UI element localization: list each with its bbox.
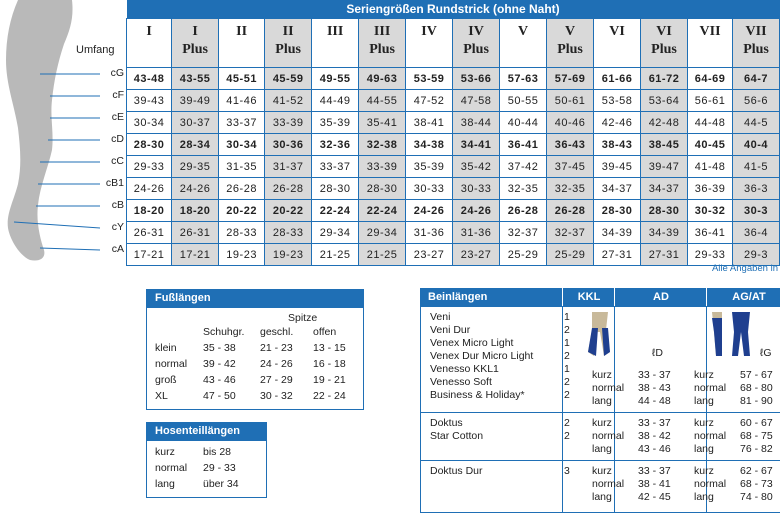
size-plus: Plus [463, 42, 489, 57]
size-cell: 28-33 [219, 222, 265, 244]
size-header [406, 19, 453, 68]
size-header [312, 19, 359, 68]
size-cell: 27-31 [594, 244, 641, 266]
size-cell: 30-3 [733, 200, 780, 222]
size-cell: 53-64 [641, 90, 688, 112]
col-geschl: geschl. [260, 326, 294, 338]
size-cell: 47-52 [406, 90, 453, 112]
row-label: cB [111, 199, 124, 211]
product-name: Doktus Dur [430, 465, 483, 477]
row-label: cC [111, 155, 124, 167]
size-header [547, 19, 594, 68]
size-header [359, 19, 406, 68]
ad-length-label: normal [592, 382, 625, 394]
size-cell: 56-6 [733, 90, 780, 112]
size-roman: I [192, 24, 198, 39]
size-roman: IV [421, 24, 437, 39]
size-header [688, 19, 733, 68]
hose-size: lang [155, 478, 175, 490]
fuss-geschl: 27 - 29 [260, 374, 293, 386]
fuss-offen: 19 - 21 [313, 374, 346, 386]
size-plus: Plus [275, 42, 301, 57]
hose-value: bis 28 [203, 446, 232, 458]
fuss-geschl: 21 - 23 [260, 342, 293, 354]
product-kkl: 2 [564, 350, 570, 362]
ad-length-value: 33 - 37 [638, 417, 671, 429]
size-cell: 39-45 [594, 156, 641, 178]
table-row [127, 134, 780, 156]
product-name: Veni [430, 311, 451, 323]
size-cell: 29-3 [733, 244, 780, 266]
ad-measure-label: ℓD [652, 347, 663, 359]
size-cell: 41-5 [733, 156, 780, 178]
product-name: Venex Micro Light [430, 337, 514, 349]
size-cell: 45-51 [219, 68, 265, 90]
table-row [127, 156, 780, 178]
size-cell: 33-37 [219, 112, 265, 134]
size-cell: 57-63 [500, 68, 547, 90]
row-label: cE [111, 111, 124, 123]
size-cell: 38-44 [453, 112, 500, 134]
beinlaengen-title: Beinlängen [420, 288, 562, 306]
size-cell: 26-31 [172, 222, 219, 244]
size-cell: 26-28 [500, 200, 547, 222]
size-cell: 41-46 [219, 90, 265, 112]
size-cell: 34-37 [594, 178, 641, 200]
size-cell: 34-38 [406, 134, 453, 156]
size-cell: 29-35 [172, 156, 219, 178]
size-header [219, 19, 265, 68]
product-name: Venesso KKL1 [430, 363, 499, 375]
hosenteillaengen-title: Hosenteillängen [147, 423, 266, 441]
agat-length-label: kurz [694, 369, 714, 381]
table-row [127, 178, 780, 200]
agat-length-value: 68 - 73 [740, 478, 773, 490]
product-name: Venex Dur Micro Light [430, 350, 534, 362]
size-cell: 17-21 [127, 244, 172, 266]
ad-header: AD [614, 288, 707, 306]
size-cell: 18-20 [172, 200, 219, 222]
fuss-geschl: 24 - 26 [260, 358, 293, 370]
size-cell: 61-66 [594, 68, 641, 90]
table-row [127, 200, 780, 222]
fuss-size: XL [155, 390, 168, 402]
size-cell: 36-43 [547, 134, 594, 156]
size-cell: 23-27 [453, 244, 500, 266]
col-schuhgr: Schuhgr. [203, 326, 245, 338]
ad-length-value: 43 - 46 [638, 443, 671, 455]
agat-stocking-icon [708, 312, 754, 358]
size-roman: V [564, 24, 576, 39]
size-cell: 38-45 [641, 134, 688, 156]
size-roman: VII [745, 24, 767, 39]
size-header [500, 19, 547, 68]
size-cell: 31-36 [453, 222, 500, 244]
size-cell: 30-34 [127, 112, 172, 134]
size-cell: 32-38 [359, 134, 406, 156]
agat-length-value: 68 - 75 [740, 430, 773, 442]
size-header [265, 19, 312, 68]
product-kkl: 2 [564, 417, 570, 429]
fusslaengen-title: Fußlängen [147, 290, 363, 308]
hose-value: über 34 [203, 478, 239, 490]
size-cell: 29-33 [688, 244, 733, 266]
row-label: cY [111, 221, 124, 233]
size-cell: 53-58 [594, 90, 641, 112]
size-cell: 49-55 [312, 68, 359, 90]
size-cell: 24-26 [172, 178, 219, 200]
product-kkl: 3 [564, 465, 570, 477]
size-cell: 28-33 [265, 222, 312, 244]
agat-length-label: kurz [694, 417, 714, 429]
hose-size: normal [155, 462, 188, 474]
size-roman: IV [468, 24, 484, 39]
kkl-header: KKL [562, 288, 615, 306]
ad-length-label: kurz [592, 417, 612, 429]
size-cell: 22-24 [359, 200, 406, 222]
size-cell: 30-34 [219, 134, 265, 156]
size-cell: 23-27 [406, 244, 453, 266]
product-kkl: 1 [564, 363, 570, 375]
fuss-schuhgr: 43 - 46 [203, 374, 236, 386]
size-cell: 28-34 [172, 134, 219, 156]
size-cell: 53-66 [453, 68, 500, 90]
size-cell: 24-26 [453, 200, 500, 222]
product-kkl: 2 [564, 430, 570, 442]
size-cell: 38-41 [406, 112, 453, 134]
size-cell: 17-21 [172, 244, 219, 266]
hose-size: kurz [155, 446, 175, 458]
size-cell: 19-23 [219, 244, 265, 266]
umfang-label: Umfang [76, 44, 115, 56]
size-header [453, 19, 500, 68]
agat-length-label: kurz [694, 465, 714, 477]
size-cell: 26-31 [127, 222, 172, 244]
size-cell: 30-32 [688, 200, 733, 222]
product-kkl: 2 [564, 376, 570, 388]
agat-length-label: normal [694, 478, 727, 490]
product-name: Doktus [430, 417, 463, 429]
fuss-schuhgr: 39 - 42 [203, 358, 236, 370]
size-cell: 42-48 [641, 112, 688, 134]
size-cell: 24-26 [406, 200, 453, 222]
size-cell: 26-28 [265, 178, 312, 200]
size-cell: 34-39 [641, 222, 688, 244]
size-plus: Plus [743, 42, 769, 57]
ad-length-label: kurz [592, 369, 612, 381]
size-roman: I [146, 24, 152, 39]
size-cell: 36-4 [733, 222, 780, 244]
size-cell: 30-37 [172, 112, 219, 134]
size-cell: 19-23 [265, 244, 312, 266]
product-kkl: 2 [564, 324, 570, 336]
size-cell: 25-29 [500, 244, 547, 266]
size-cell: 41-52 [265, 90, 312, 112]
product-kkl: 1 [564, 311, 570, 323]
ad-length-label: lang [592, 395, 612, 407]
row-label: cG [110, 67, 124, 79]
agat-length-label: lang [694, 443, 714, 455]
size-cell: 39-43 [127, 90, 172, 112]
size-cell: 30-33 [406, 178, 453, 200]
size-cell: 34-37 [641, 178, 688, 200]
size-cell: 44-55 [359, 90, 406, 112]
hosenteillaengen-box [146, 422, 267, 498]
size-cell: 21-25 [359, 244, 406, 266]
product-kkl: 2 [564, 389, 570, 401]
size-roman: VI [609, 24, 625, 39]
agat-measure-label: ℓG [760, 347, 772, 359]
size-plus: Plus [651, 42, 677, 57]
size-header [172, 19, 219, 68]
product-group [420, 412, 780, 461]
size-cell: 29-34 [312, 222, 359, 244]
size-cell: 27-31 [641, 244, 688, 266]
size-table [126, 0, 780, 266]
agat-length-label: lang [694, 395, 714, 407]
size-cell: 56-61 [688, 90, 733, 112]
size-cell: 25-29 [547, 244, 594, 266]
agat-length-value: 74 - 80 [740, 491, 773, 503]
size-cell: 40-44 [500, 112, 547, 134]
size-header [641, 19, 688, 68]
size-cell: 44-5 [733, 112, 780, 134]
size-cell: 57-69 [547, 68, 594, 90]
product-name: Star Cotton [430, 430, 484, 442]
agat-length-label: lang [694, 491, 714, 503]
size-cell: 40-45 [688, 134, 733, 156]
size-cell: 28-30 [641, 200, 688, 222]
size-cell: 32-37 [500, 222, 547, 244]
agat-length-value: 68 - 80 [740, 382, 773, 394]
fuss-schuhgr: 35 - 38 [203, 342, 236, 354]
fuss-offen: 22 - 24 [313, 390, 346, 402]
size-cell: 30-36 [265, 134, 312, 156]
size-cell: 47-58 [453, 90, 500, 112]
size-cell: 31-35 [219, 156, 265, 178]
size-cell: 38-43 [594, 134, 641, 156]
size-cell: 28-30 [594, 200, 641, 222]
size-cell: 33-37 [312, 156, 359, 178]
agat-length-value: 57 - 67 [740, 369, 773, 381]
size-cell: 40-4 [733, 134, 780, 156]
size-plus: Plus [182, 42, 208, 57]
col-offen: offen [313, 326, 337, 338]
fuss-size: groß [155, 374, 177, 386]
size-cell: 20-22 [219, 200, 265, 222]
size-roman: II [282, 24, 294, 39]
ad-length-label: normal [592, 478, 625, 490]
fusslaengen-box [146, 289, 364, 410]
size-cell: 61-72 [641, 68, 688, 90]
table-row [127, 244, 780, 266]
size-cell: 40-46 [547, 112, 594, 134]
size-cell: 32-35 [500, 178, 547, 200]
beinlaengen-table [420, 288, 780, 512]
size-cell: 41-48 [688, 156, 733, 178]
agat-length-label: normal [694, 430, 727, 442]
size-cell: 42-46 [594, 112, 641, 134]
size-header [733, 19, 780, 68]
ad-length-value: 38 - 43 [638, 382, 671, 394]
ad-length-value: 38 - 42 [638, 430, 671, 442]
ad-stocking-icon [586, 312, 614, 358]
row-label: cF [112, 89, 124, 101]
fuss-schuhgr: 47 - 50 [203, 390, 236, 402]
size-cell: 37-42 [500, 156, 547, 178]
row-label: cD [111, 133, 124, 145]
size-cell: 64-7 [733, 68, 780, 90]
size-cell: 50-55 [500, 90, 547, 112]
table-row [127, 222, 780, 244]
size-roman: VI [656, 24, 672, 39]
row-label: cB1 [105, 177, 124, 189]
size-cell: 32-35 [547, 178, 594, 200]
size-cell: 39-49 [172, 90, 219, 112]
ad-length-value: 38 - 41 [638, 478, 671, 490]
agat-header: AG/AT [706, 288, 780, 306]
size-cell: 50-61 [547, 90, 594, 112]
size-cell: 35-39 [406, 156, 453, 178]
size-cell: 18-20 [127, 200, 172, 222]
size-cell: 64-69 [688, 68, 733, 90]
agat-length-value: 62 - 67 [740, 465, 773, 477]
ad-length-label: kurz [592, 465, 612, 477]
table-row [127, 68, 780, 90]
size-cell: 36-39 [688, 178, 733, 200]
ad-length-value: 33 - 37 [638, 369, 671, 381]
size-roman: VII [699, 24, 721, 39]
ad-length-label: normal [592, 430, 625, 442]
agat-length-value: 81 - 90 [740, 395, 773, 407]
agat-length-value: 60 - 67 [740, 417, 773, 429]
product-name: Business & Holiday* [430, 389, 525, 401]
size-roman: II [236, 24, 248, 39]
size-cell: 32-36 [312, 134, 359, 156]
size-cell: 29-34 [359, 222, 406, 244]
size-cell: 44-49 [312, 90, 359, 112]
size-cell: 26-28 [219, 178, 265, 200]
size-cell: 34-39 [594, 222, 641, 244]
size-cell: 43-55 [172, 68, 219, 90]
size-plus: Plus [557, 42, 583, 57]
size-cell: 35-42 [453, 156, 500, 178]
size-cell: 36-41 [500, 134, 547, 156]
fuss-offen: 16 - 18 [313, 358, 346, 370]
size-cell: 44-48 [688, 112, 733, 134]
fuss-offen: 13 - 15 [313, 342, 346, 354]
ad-length-label: lang [592, 491, 612, 503]
size-cell: 36-3 [733, 178, 780, 200]
size-table-title: Seriengrößen Rundstrick (ohne Naht) [127, 0, 780, 19]
ad-length-label: lang [592, 443, 612, 455]
size-roman: V [517, 24, 529, 39]
size-cell: 24-26 [127, 178, 172, 200]
table-row [127, 90, 780, 112]
product-kkl: 1 [564, 337, 570, 349]
size-header [127, 19, 172, 68]
size-cell: 35-41 [359, 112, 406, 134]
size-cell: 32-37 [547, 222, 594, 244]
product-name: Venesso Soft [430, 376, 492, 388]
size-cell: 49-63 [359, 68, 406, 90]
units-note: Alle Angaben in [711, 263, 778, 274]
size-cell: 31-36 [406, 222, 453, 244]
size-cell: 36-41 [688, 222, 733, 244]
size-cell: 35-39 [312, 112, 359, 134]
size-cell: 53-59 [406, 68, 453, 90]
fuss-geschl: 30 - 32 [260, 390, 293, 402]
fuss-size: normal [155, 358, 188, 370]
size-cell: 20-22 [265, 200, 312, 222]
size-plus: Plus [369, 42, 395, 57]
size-roman: III [373, 24, 391, 39]
spitze-label: Spitze [288, 312, 318, 324]
size-cell: 39-47 [641, 156, 688, 178]
ad-length-value: 44 - 48 [638, 395, 671, 407]
size-cell: 28-30 [127, 134, 172, 156]
size-cell: 34-41 [453, 134, 500, 156]
fuss-size: klein [155, 342, 177, 354]
size-cell: 31-37 [265, 156, 312, 178]
product-name: Veni Dur [430, 324, 471, 336]
size-cell: 45-59 [265, 68, 312, 90]
ad-length-value: 33 - 37 [638, 465, 671, 477]
size-roman: III [326, 24, 344, 39]
size-cell: 43-48 [127, 68, 172, 90]
size-cell: 21-25 [312, 244, 359, 266]
size-cell: 26-28 [547, 200, 594, 222]
size-cell: 28-30 [312, 178, 359, 200]
row-label: cA [111, 243, 124, 255]
size-cell: 37-45 [547, 156, 594, 178]
size-cell: 33-39 [265, 112, 312, 134]
hose-value: 29 - 33 [203, 462, 236, 474]
table-row [127, 112, 780, 134]
agat-length-label: normal [694, 382, 727, 394]
product-group [420, 460, 780, 513]
size-cell: 30-33 [453, 178, 500, 200]
size-header [594, 19, 641, 68]
size-cell: 28-30 [359, 178, 406, 200]
ad-length-value: 42 - 45 [638, 491, 671, 503]
size-cell: 29-33 [127, 156, 172, 178]
size-cell: 22-24 [312, 200, 359, 222]
agat-length-value: 76 - 82 [740, 443, 773, 455]
size-cell: 33-39 [359, 156, 406, 178]
